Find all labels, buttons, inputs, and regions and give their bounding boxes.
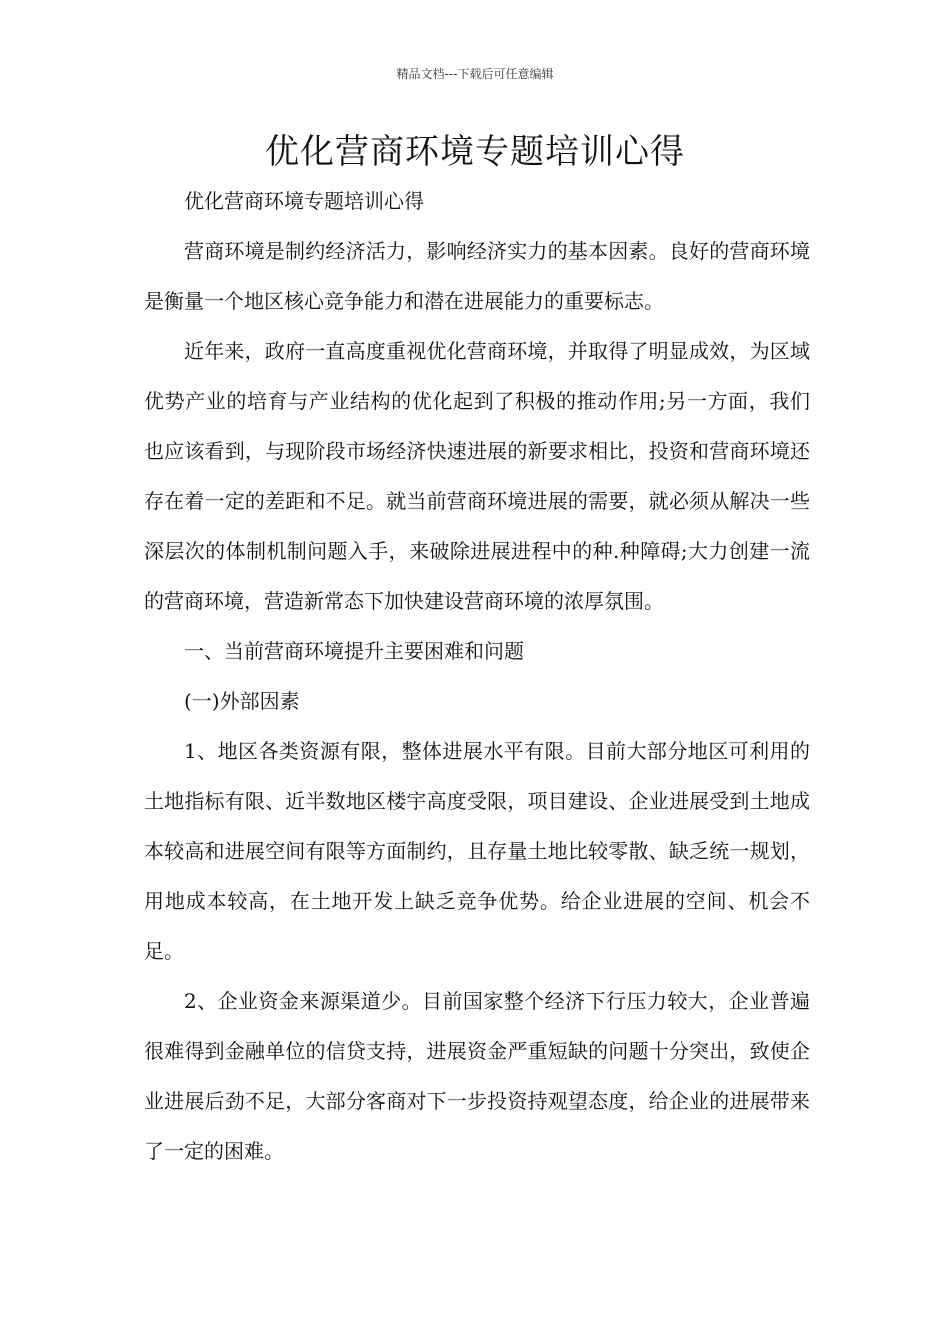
document-title: 优化营商环境专题培训心得 bbox=[265, 132, 685, 172]
subsection-heading: (一)外部因素 bbox=[184, 689, 300, 713]
section-heading: 一、当前营商环境提升主要困难和问题 bbox=[184, 639, 524, 663]
paragraph-item-2: 2、企业资金来源渠道少。目前国家整个经济下行压力较大，企业普遍很难得到金融单位的信贷支持，进展资金严重短缺的问题十分突出，致使企业进展后劲不足，大部分客商对下一步投资持观望态度，给企业的进展带来了一定的困难。 bbox=[144, 989, 810, 1163]
paragraph-background: 近年来，政府一直高度重视优化营商环境，并取得了明显成效，为区域优势产业的培育与产业结构的优化起到了积极的推动作用;另一方面，我们也应该看到，与现阶段市场经济快速进展的新要求相比，投资和营商环境还存在着一定的差距和不足。就当前营商环境进展的需要，就必须从解决一些深层次的体制机制问题入手，来破除进展进程中的种.种障碍;大力创建一流的营商环境，营造新常态下加快建设营商环境的浓厚氛围。 bbox=[144, 339, 810, 613]
paragraph-item-1: 1、地区各类资源有限，整体进展水平有限。目前大部分地区可利用的土地指标有限、近半数地区楼宇高度受限，项目建设、企业进展受到土地成本较高和进展空间有限等方面制约，且存量土地比较零散、缺乏统一规划，用地成本较高，在土地开发上缺乏竞争优势。给企业进展的空间、机会不足。 bbox=[144, 739, 810, 963]
page-header: 精品文档---下载后可任意编辑 bbox=[396, 67, 554, 81]
document-body bbox=[144, 176, 810, 1176]
paragraph-intro: 营商环境是制约经济活力，影响经济实力的基本因素。良好的营商环境是衡量一个地区核心竞争能力和潜在进展能力的重要标志。 bbox=[144, 239, 810, 313]
paragraph-subtitle: 优化营商环境专题培训心得 bbox=[184, 189, 424, 213]
